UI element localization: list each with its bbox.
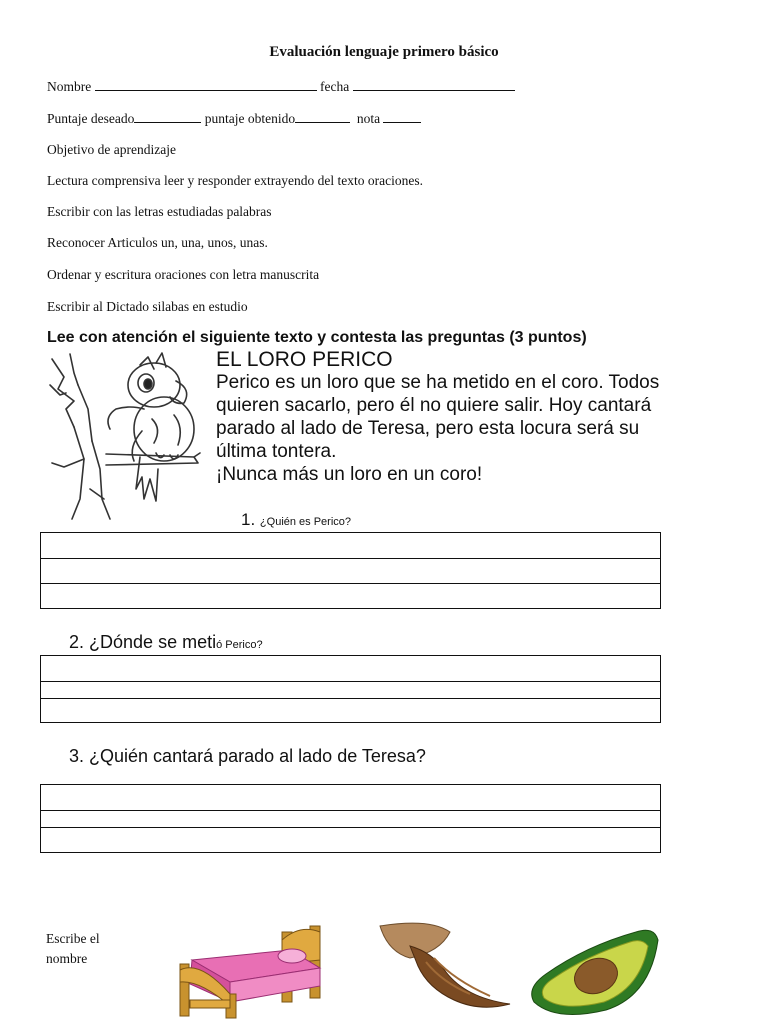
obtained-score-label: puntaje obtenido <box>204 111 296 126</box>
question-text: ¿Quién cantará parado al lado de Teresa? <box>89 746 426 766</box>
answer-line[interactable] <box>41 559 660 584</box>
answer-line[interactable] <box>41 785 660 811</box>
avocado-picture <box>526 926 662 1018</box>
answer-line[interactable] <box>41 656 660 682</box>
bed-picture <box>170 920 340 1020</box>
write-name-instruction: Escribe el nombre <box>46 931 100 966</box>
question-2 <box>69 632 263 653</box>
question-number: 3. <box>69 746 85 766</box>
answer-box-1[interactable] <box>40 532 661 609</box>
desired-score-field[interactable] <box>134 110 201 123</box>
answer-line[interactable] <box>41 811 660 828</box>
story-line: parado al lado de Teresa, pero esta locura será su <box>216 418 640 439</box>
story-title: EL LORO PERICO <box>216 348 393 371</box>
reading-instruction: Lee con atención el siguiente texto y contesta las preguntas (3 puntos) <box>47 329 587 346</box>
grade-label: nota <box>356 111 381 126</box>
story-line: ¡Nunca más un loro en un coro! <box>216 464 483 485</box>
question-text: ¿Quién es Perico? <box>259 516 352 528</box>
answer-line[interactable] <box>41 699 660 722</box>
answer-box-3[interactable] <box>40 784 661 853</box>
objective-item: Escribir al Dictado silabas en estudio <box>47 299 248 314</box>
story-line: Perico es un loro que se ha metido en el coro. Todos <box>216 372 660 393</box>
question-text-small: ó Perico? <box>216 639 263 651</box>
date-label: fecha <box>320 79 350 94</box>
objective-item: Ordenar y escritura oraciones con letra manuscrita <box>47 267 320 282</box>
answer-line[interactable] <box>41 584 660 608</box>
answer-line[interactable] <box>41 682 660 699</box>
grade-field[interactable] <box>383 110 421 123</box>
story-block <box>216 348 716 486</box>
obtained-score-field[interactable] <box>295 110 350 123</box>
answer-box-2[interactable] <box>40 655 661 723</box>
score-row <box>47 110 421 127</box>
objective-item: Lectura comprensiva leer y responder extrayendo del texto oraciones. <box>47 173 423 188</box>
objective-item: Reconocer Articulos un, una, unos, unas. <box>47 235 268 250</box>
objective-heading: Objetivo de aprendizaje <box>47 142 176 157</box>
objective-item: Escribir con las letras estudiadas palabras <box>47 204 272 219</box>
question-number: 2. <box>69 632 85 652</box>
desired-score-label: Puntaje deseado <box>47 111 135 126</box>
name-label: Nombre <box>47 79 92 94</box>
question-1 <box>241 510 351 530</box>
question-text: ¿Dónde se meti <box>89 632 217 652</box>
name-date-row <box>47 78 515 95</box>
name-field[interactable] <box>95 78 317 91</box>
page-title: Evaluación lenguaje primero básico <box>269 44 499 60</box>
story-line: última tontera. <box>216 441 337 462</box>
story-line: quieren sacarlo, pero él no quiere salir. Hoy cantará <box>216 395 652 416</box>
answer-line[interactable] <box>41 828 660 852</box>
parrot-illustration <box>44 349 208 524</box>
horse-tail-picture <box>370 922 520 1012</box>
date-field[interactable] <box>353 78 515 91</box>
answer-line[interactable] <box>41 533 660 559</box>
question-3 <box>69 746 426 767</box>
question-number: 1. <box>241 510 256 529</box>
